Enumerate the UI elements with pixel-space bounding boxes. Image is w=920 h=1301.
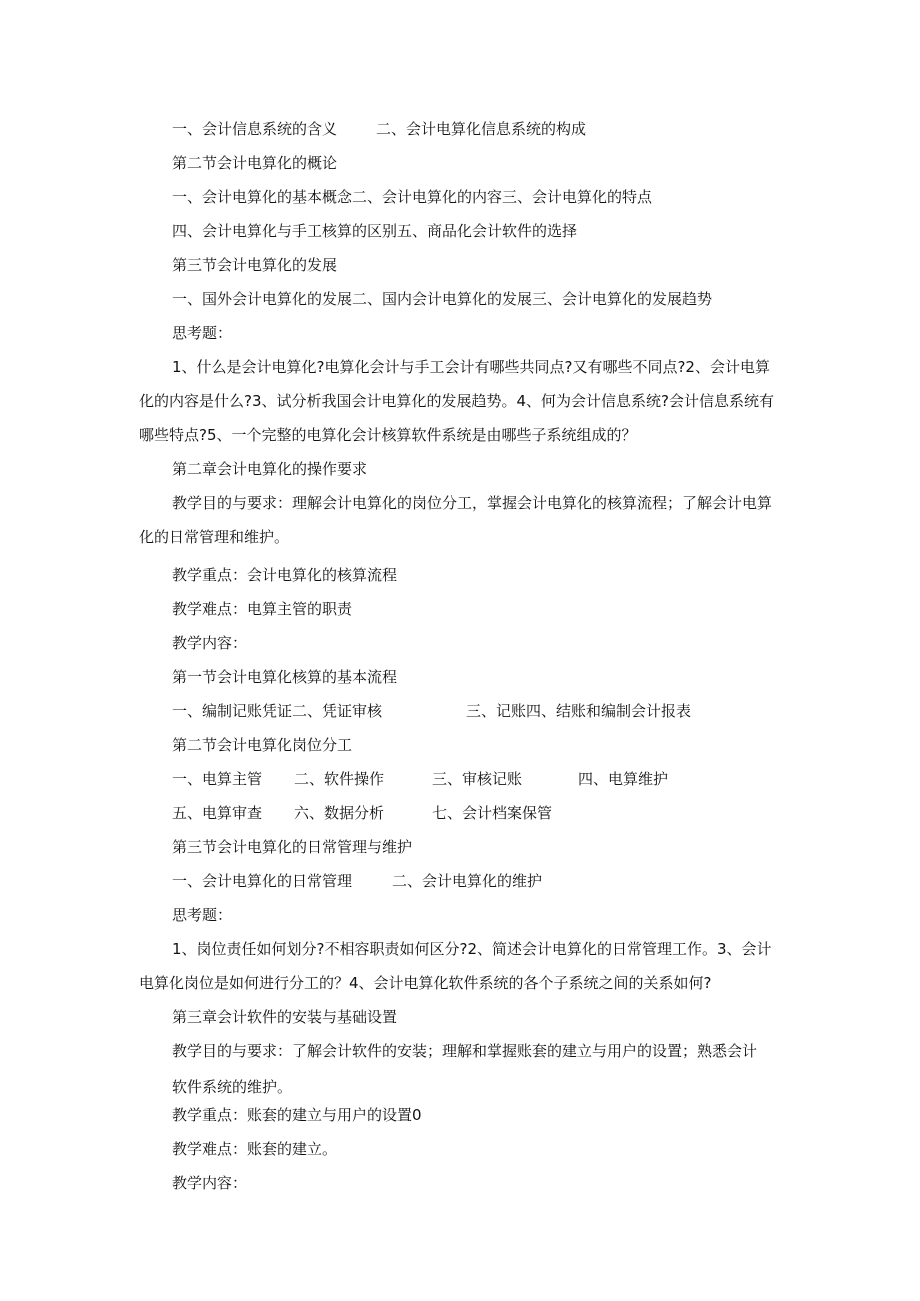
question-text: 1、岗位责任如何划分?不相容职责如何区分?2、简述会计电算化的日常管理工作。3、会计 (172, 940, 772, 958)
item-voucher: 一、编制记账凭证二、凭证审核 (172, 702, 383, 720)
item-review: 五、电算审查 (172, 804, 263, 822)
item-software-operation: 二、软件操作 (294, 770, 385, 788)
questions-heading: 思考题： (172, 906, 233, 924)
teaching-focus: 教学重点：会计电算化的核算流程 (172, 566, 398, 584)
item-archive: 七、会计档案保管 (432, 804, 553, 822)
section-item-line (172, 701, 772, 721)
section-items: 四、会计电算化与手工核算的区别五、商品化会计软件的选择 (172, 222, 578, 240)
item-accounting-info-system-meaning: 一、会计信息系统的含义 (172, 120, 338, 138)
teaching-difficulty: 教学难点：电算主管的职责 (172, 600, 353, 618)
teaching-goal: 教学目的与要求：理解会计电算化的岗位分工，掌握会计电算化的核算流程；了解会计电算 (172, 494, 773, 512)
item-maintenance: 四、电算维护 (578, 770, 669, 788)
chapter-heading: 第三章会计软件的安装与基础设置 (172, 1008, 398, 1026)
question-text: 电算化岗位是如何进行分工的？4、会计电算化软件系统的各个子系统之间的关系如何? (139, 974, 712, 992)
teaching-content-label: 教学内容： (172, 634, 248, 652)
chapter-heading: 第二章会计电算化的操作要求 (172, 460, 368, 478)
teaching-focus: 教学重点：账套的建立与用户的设置0 (172, 1106, 422, 1124)
item-data-analysis: 六、数据分析 (294, 804, 385, 822)
section-heading: 第一节会计电算化核算的基本流程 (172, 668, 398, 686)
item-audit-bookkeeping: 三、审核记账 (432, 770, 523, 788)
item-daily-management: 一、会计电算化的日常管理 (172, 872, 353, 890)
section-heading: 第三节会计电算化的发展 (172, 256, 338, 274)
section-item-line (172, 871, 772, 891)
questions-heading: 思考题： (172, 324, 233, 342)
section-item-line (172, 119, 772, 139)
item-bookkeeping: 三、记账四、结账和编制会计报表 (466, 702, 692, 720)
item-info-system-composition: 二、会计电算化信息系统的构成 (376, 120, 587, 138)
section-items: 一、会计电算化的基本概念二、会计电算化的内容三、会计电算化的特点 (172, 188, 653, 206)
section-heading: 第二节会计电算化的概论 (172, 154, 338, 172)
question-text: 哪些特点?5、一个完整的电算化会计核算软件系统是由哪些子系统组成的？ (139, 426, 637, 444)
section-item-line (172, 803, 772, 823)
section-heading: 第三节会计电算化的日常管理与维护 (172, 838, 413, 856)
teaching-goal: 软件系统的维护。 (172, 1078, 293, 1096)
section-items: 一、国外会计电算化的发展二、国内会计电算化的发展三、会计电算化的发展趋势 (172, 290, 713, 308)
section-item-line (172, 769, 772, 789)
teaching-difficulty: 教学难点：账套的建立。 (172, 1140, 338, 1158)
question-text: 化的内容是什么?3、试分析我国会计电算化的发展趋势。4、何为会计信息系统?会计信息系统有 (139, 392, 775, 410)
teaching-content-label: 教学内容： (172, 1174, 248, 1192)
item-supervisor: 一、电算主管 (172, 770, 263, 788)
question-text: 1、什么是会计电算化?电算化会计与手工会计有哪些共同点?又有哪些不同点?2、会计电算 (172, 358, 770, 376)
teaching-goal: 教学目的与要求：了解会计软件的安装；理解和掌握账套的建立与用户的设置；熟悉会计 (172, 1042, 758, 1060)
section-heading: 第二节会计电算化岗位分工 (172, 736, 353, 754)
teaching-goal: 化的日常管理和维护。 (139, 528, 290, 546)
item-maintenance: 二、会计电算化的维护 (392, 872, 543, 890)
